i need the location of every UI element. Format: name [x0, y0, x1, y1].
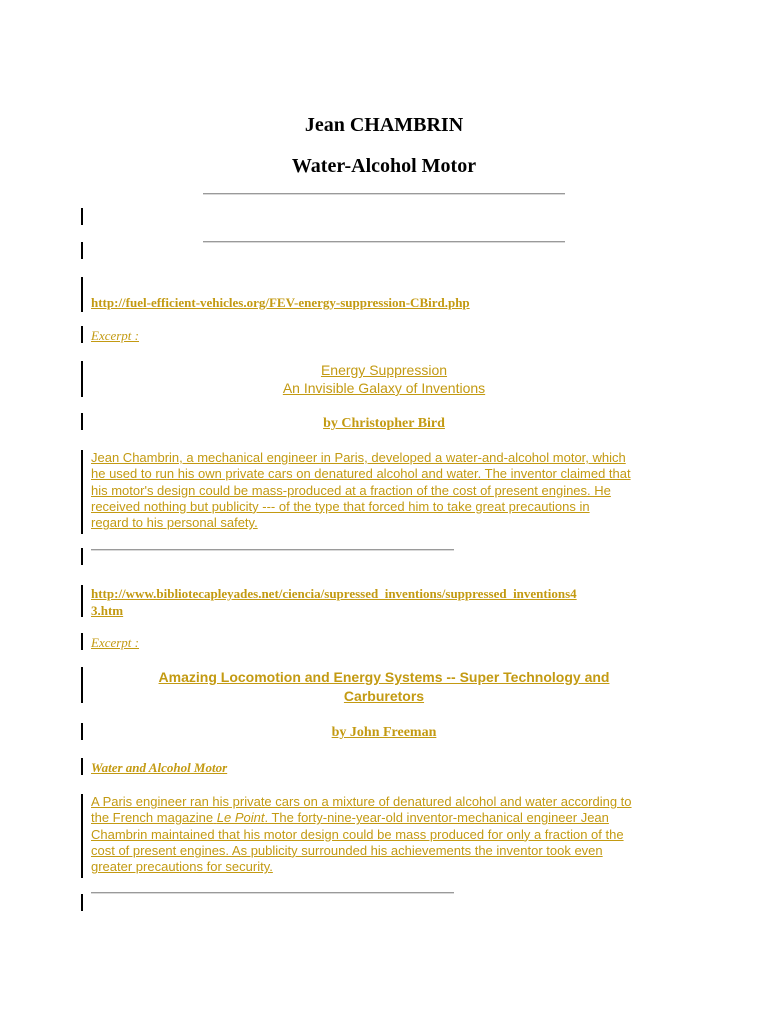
article-heading-line2[interactable]: Carburetors [343, 688, 425, 704]
excerpt-label: Excerpt : [91, 328, 140, 343]
horizontal-rule [203, 193, 565, 195]
article-heading-line2[interactable]: An Invisible Galaxy of Inventions [282, 380, 486, 396]
paragraph-line: regard to his personal safety. [91, 515, 258, 531]
paragraph-line: greater precautions for security. [91, 859, 273, 875]
article-heading-line1[interactable]: Energy Suppression [320, 362, 448, 378]
paragraph-line: A Paris engineer ran his private cars on a mixture of denatured alcohol and water according to [91, 794, 632, 809]
horizontal-rule [91, 892, 454, 894]
change-bar [81, 894, 83, 911]
paragraph-line: his motor's design could be mass-produced at a fraction of the cost of present engines. He [91, 482, 611, 498]
paragraph-line: Chambrin maintained that his motor design could be mass produced for only a fraction of the [91, 826, 624, 842]
source-link-fev[interactable]: http://fuel-efficient-vehicles.org/FEV-energy-suppression-CBird.php [91, 295, 470, 310]
change-bar [81, 450, 83, 534]
change-bar [81, 794, 83, 878]
byline[interactable]: by John Freeman [331, 725, 437, 740]
magazine-name: Le Point [216, 810, 265, 826]
horizontal-rule [203, 241, 565, 243]
url-line: http://www.bibliotecapleyades.net/ciencia/supressed_inventions/suppressed_inventions4 [91, 586, 577, 601]
page-subtitle: Water-Alcohol Motor [291, 155, 477, 177]
paragraph-line: cost of present engines. As publicity surrounded his achievements the inventor took even [91, 842, 603, 858]
paragraph-line: he used to run his own private cars on denatured alcohol and water. The inventor claimed that [91, 466, 631, 482]
change-bar [81, 208, 83, 225]
byline[interactable]: by Christopher Bird [323, 416, 445, 431]
change-bar [81, 585, 83, 617]
subheading[interactable]: Water and Alcohol Motor [91, 760, 228, 775]
change-bar [81, 758, 83, 775]
url-line: 3.htm [91, 603, 124, 618]
paragraph-line: Jean Chambrin, a mechanical engineer in Paris, developed a water-and-alcohol motor, which [91, 450, 626, 465]
change-bar [81, 633, 83, 650]
paragraph-line: received nothing but publicity --- of the type that forced him to take great precautions in [91, 498, 590, 514]
change-bar [81, 548, 83, 565]
article-heading-line1[interactable]: Amazing Locomotion and Energy Systems -- Super Technology and [158, 669, 610, 685]
change-bar [81, 242, 83, 259]
source-link-bibliotecapleyades[interactable] [91, 585, 577, 619]
text-span: . The forty-nine-year-old inventor-mechanical engineer Jean [264, 810, 609, 826]
paragraph[interactable] [91, 450, 681, 531]
excerpt-label: Excerpt : [91, 635, 140, 650]
text-span: the French magazine [91, 810, 214, 826]
change-bar [81, 277, 83, 312]
change-bar [81, 326, 83, 343]
horizontal-rule [91, 549, 454, 551]
page-title: Jean CHAMBRIN [304, 114, 464, 136]
paragraph[interactable] [91, 794, 681, 875]
paragraph-line [91, 810, 681, 826]
